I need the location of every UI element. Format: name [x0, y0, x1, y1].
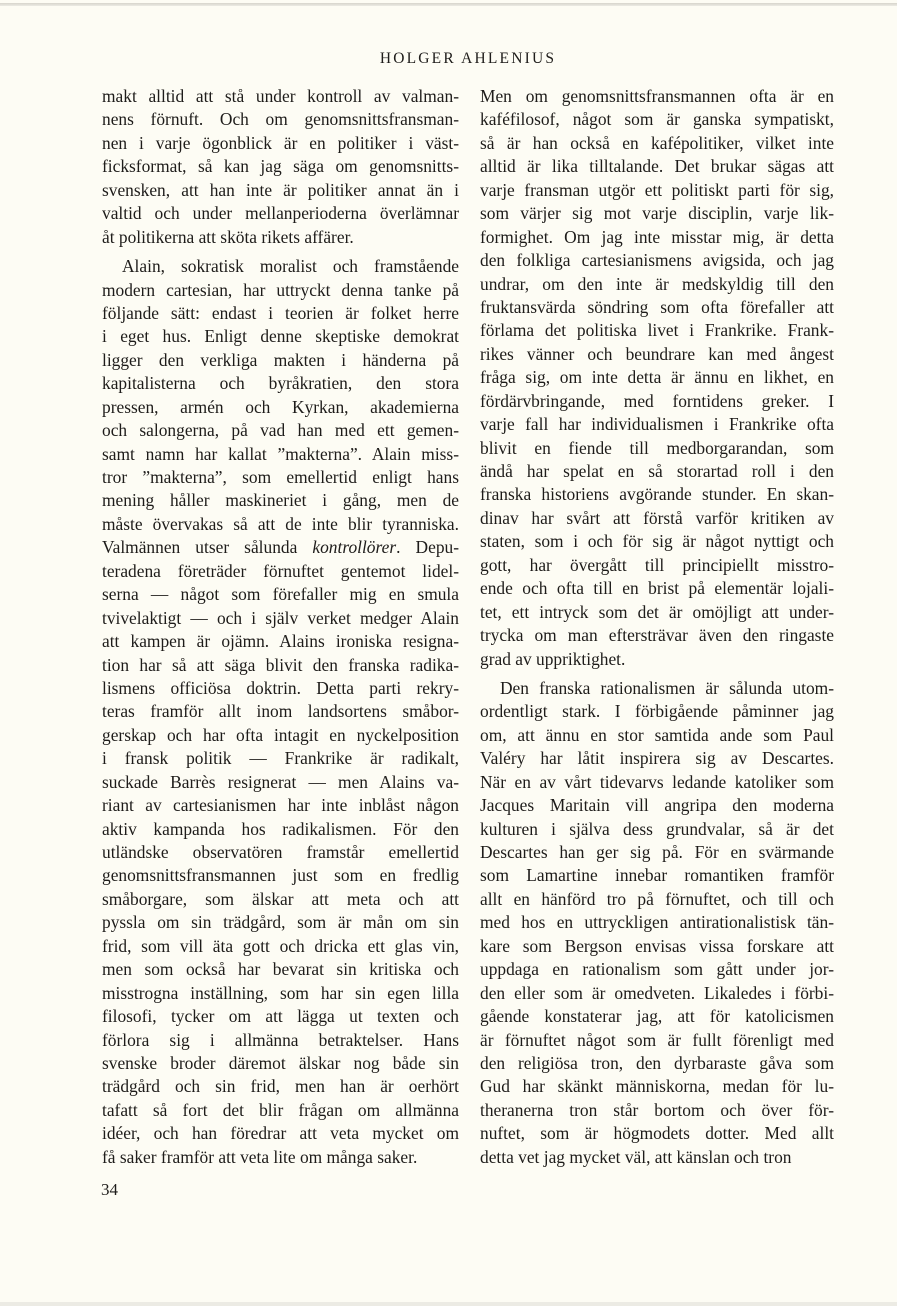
text-line: Den franska rationalismen är sålunda utom-: [500, 677, 834, 698]
text-line: och salongerna, på vad han med ett gemen-: [102, 420, 459, 441]
text-line: makt alltid att stå under kontroll av valman-: [102, 86, 459, 106]
text-line: tvivelaktigt — och i själv verket medger Alain: [102, 607, 459, 628]
text-line: idéer, och han föredrar att veta mycket om: [102, 1123, 459, 1144]
text-line: utländske observatören framstår emellertid: [102, 842, 459, 862]
text-line: att kampen är ojämn. Alains ironiska resigna-: [102, 631, 459, 652]
text-line: detta vet jag mycket väl, att känslan och tron: [480, 1146, 792, 1167]
text-line: måste övervakas så att de inte blir tyranniska.: [102, 513, 459, 534]
text-line: nens förnuft. Och om genomsnittsfransman-: [102, 109, 459, 130]
text-line: blivit en fiende till medborgarandan, som: [480, 437, 834, 458]
text-line: tion har så att säga blivit den franska radika-: [102, 654, 459, 675]
page-number: 34: [101, 1180, 118, 1199]
left-text-column: [102, 85, 459, 1169]
text-line: aktiv kampanda hos radikalismen. För den: [102, 818, 459, 839]
text-line: undrar, om den inte är medskyldig till den: [480, 273, 834, 294]
text-line: tafatt så fort det blir frågan om allmänna: [102, 1099, 459, 1120]
text-line: varje fall har individualismen i Frankrike ofta: [480, 414, 834, 435]
text-line: staten, som i och för sig är något nyttigt och: [480, 531, 834, 552]
text-line: få saker framför att veta lite om många saker.: [102, 1146, 418, 1167]
text-line: gerskap och har ofta intagit en nyckelposition: [102, 724, 459, 745]
text-line: pyssla om sin trädgård, som är mån om sin: [102, 912, 459, 933]
text-line: fruktansvärda söndring som ofta förefaller att: [480, 296, 834, 317]
text-line: Men om genomsnittsfransmannen ofta är en: [480, 86, 834, 106]
text-line: följande sätt: endast i teorien är folket herre: [102, 302, 459, 323]
text-line: svensken, att han inte är politiker annat än i: [102, 179, 459, 200]
text-line: nuftet, som är högmodets dotter. Med allt: [480, 1123, 834, 1144]
text-line: förlama det politiska livet i Frankrike. Frank-: [480, 320, 834, 341]
text-line: tet, ett intryck som det är omöjligt att under-: [480, 601, 834, 622]
text-line: alltid är lika tilltalande. Det brukar sägas att: [480, 156, 834, 177]
text-line: åt politikerna att sköta rikets affärer.: [102, 226, 354, 247]
text-line: i fransk politik — Frankrike är radikalt,: [102, 748, 459, 769]
text-line: valtid och under mellanperioderna överlämnar: [102, 203, 459, 224]
text-line: fördärvbringande, med forntidens greker. I: [480, 390, 834, 411]
text-line: Gud har skänkt människorna, medan för lu-: [480, 1076, 834, 1097]
text-line: förlora sig i allmänna betraktelser. Hans: [102, 1029, 459, 1050]
text-line: dinav har svårt att förstå varför kritiken av: [480, 507, 834, 528]
text-line: kaféfilosof, något som är ganska sympatiskt,: [480, 109, 834, 130]
text-line: genomsnittsfransmannen just som en fredlig: [102, 865, 459, 886]
text-line: Jacques Maritain vill angripa den moderna: [480, 795, 834, 816]
text-line: den folkliga cartesianismens avigsida, och jag: [480, 250, 834, 271]
page-bottom-edge: [0, 1302, 897, 1306]
text-line: gott, har övergått till principiellt misstro-: [480, 554, 834, 575]
text-line: Valéry har låtit inspirera sig av Descartes.: [480, 748, 834, 769]
text-line: varje fransman utgör ett politiskt parti för sig,: [480, 179, 834, 200]
text-line: som värjer sig mot varje disciplin, varje lik-: [480, 203, 834, 224]
text-line: modern cartesian, har uttryckt denna tanke på: [102, 279, 459, 300]
text-line: som Lamartine innebar romantiken framför: [480, 865, 834, 886]
text-line: ende och ofta till en brist på elementär lojali-: [480, 578, 834, 599]
paragraph: [102, 85, 459, 249]
text-line: kapitalisterna och byråkratien, den stora: [102, 373, 459, 394]
text-line: trycka om man eftersträvar även den ringaste: [480, 625, 834, 646]
text-line: tror ”makterna”, som emellertid enligt hans: [102, 467, 459, 487]
text-line: frid, som vill äta gott och dricka ett glas vin,: [102, 935, 459, 956]
text-line: riant av cartesianismen har inte inblåst någon: [102, 795, 459, 816]
text-line: ändå har spelat en så storartad roll i den: [480, 461, 834, 481]
text-line: uppdaga en rationalism som gått under jor-: [480, 959, 834, 980]
text-line: ligger den verkliga makten i händerna på: [102, 349, 459, 370]
text-line: Descartes han ger sig på. För en svärmande: [480, 842, 834, 862]
text-line: i eget hus. Enligt denne skeptiske demokrat: [102, 326, 459, 347]
text-line: småborgare, som älskar att meta och att: [102, 888, 459, 909]
text-line: suckade Barrès resignerat — men Alains va-: [102, 771, 459, 792]
text-line: pressen, armén och Kyrkan, akademierna: [102, 396, 459, 417]
text-line: nen i varje ögonblick är en politiker i väst-: [102, 132, 459, 153]
text-line: med hos en uttryckligen antirationalistisk tän-: [480, 912, 834, 933]
page-top-edge: [0, 3, 897, 6]
text-line: kulturen i själva dess grundvalar, så är det: [480, 818, 834, 839]
text-line: Valmännen utser sålunda kontrollörer. Depu-: [102, 537, 460, 558]
text-line: ordentligt stark. I förbigående påminner jag: [480, 701, 834, 722]
running-head-author: HOLGER AHLENIUS: [379, 50, 557, 67]
text-line: serna — något som förefaller mig en smula: [102, 584, 459, 605]
text-line: den eller som är omedveten. Likaledes i förbi-: [480, 982, 834, 1003]
text-line: så är han också en kafépolitiker, vilket inte: [480, 132, 834, 153]
paragraph: [102, 255, 459, 1169]
right-text-column: [480, 85, 834, 1169]
text-line: mening håller maskineriet i gång, men de: [102, 490, 459, 511]
text-line: men som också har bevarat sin kritiska och: [102, 959, 459, 980]
text-line: Alain, sokratisk moralist och framstående: [122, 256, 459, 277]
text-line: fråga sig, om inte detta är ännu en likhet, en: [480, 367, 834, 388]
text-line: grad av uppriktighet.: [480, 648, 626, 669]
text-line: lismens officiösa doktrin. Detta parti rekry-: [102, 677, 459, 698]
text-line: rikes vänner och beundrare kan med ångest: [480, 343, 834, 364]
text-line: samt namn har kallat ”makterna”. Alain miss-: [102, 443, 459, 464]
text-line: filosofi, tycker om att lägga ut texten och: [102, 1006, 459, 1027]
text-line: kare som Bergson envisas vissa forskare att: [480, 935, 834, 956]
text-line: När en av vårt tidevarvs ledande katoliker som: [480, 771, 834, 792]
text-line: svenske broder däremot älskar nog både sin: [102, 1052, 459, 1073]
text-line: trädgård och sin frid, men han är oerhört: [102, 1076, 459, 1097]
text-line: theranerna tron står bortom och över för-: [480, 1099, 834, 1120]
text-line: ficksformat, så kan jag säga om genomsnitts-: [102, 156, 459, 177]
paragraph: [480, 85, 834, 671]
text-line: franska historiens avgörande stunder. En skan-: [480, 484, 834, 505]
text-line: den religiösa tron, den dyrbaraste gåva som: [480, 1052, 834, 1073]
text-line: formighet. Om jag inte misstar mig, är detta: [480, 226, 834, 247]
text-line: om, att ännu en stor samtida ande som Paul: [480, 724, 834, 745]
text-line: allt en hänförd tro på förnuftet, och till och: [480, 888, 834, 909]
paragraph: [480, 677, 834, 1169]
text-line: gående konstaterar jag, att för katolicismen: [480, 1006, 834, 1027]
text-line: teradena företräder förnuftet gentemot lidel-: [102, 560, 459, 581]
text-line: är förnuftet något som är fullt förenligt med: [480, 1029, 834, 1050]
text-line: teras framför allt inom landsortens småbor-: [102, 701, 459, 722]
text-line: misstrogna inställning, som har sin egen lilla: [102, 982, 459, 1003]
